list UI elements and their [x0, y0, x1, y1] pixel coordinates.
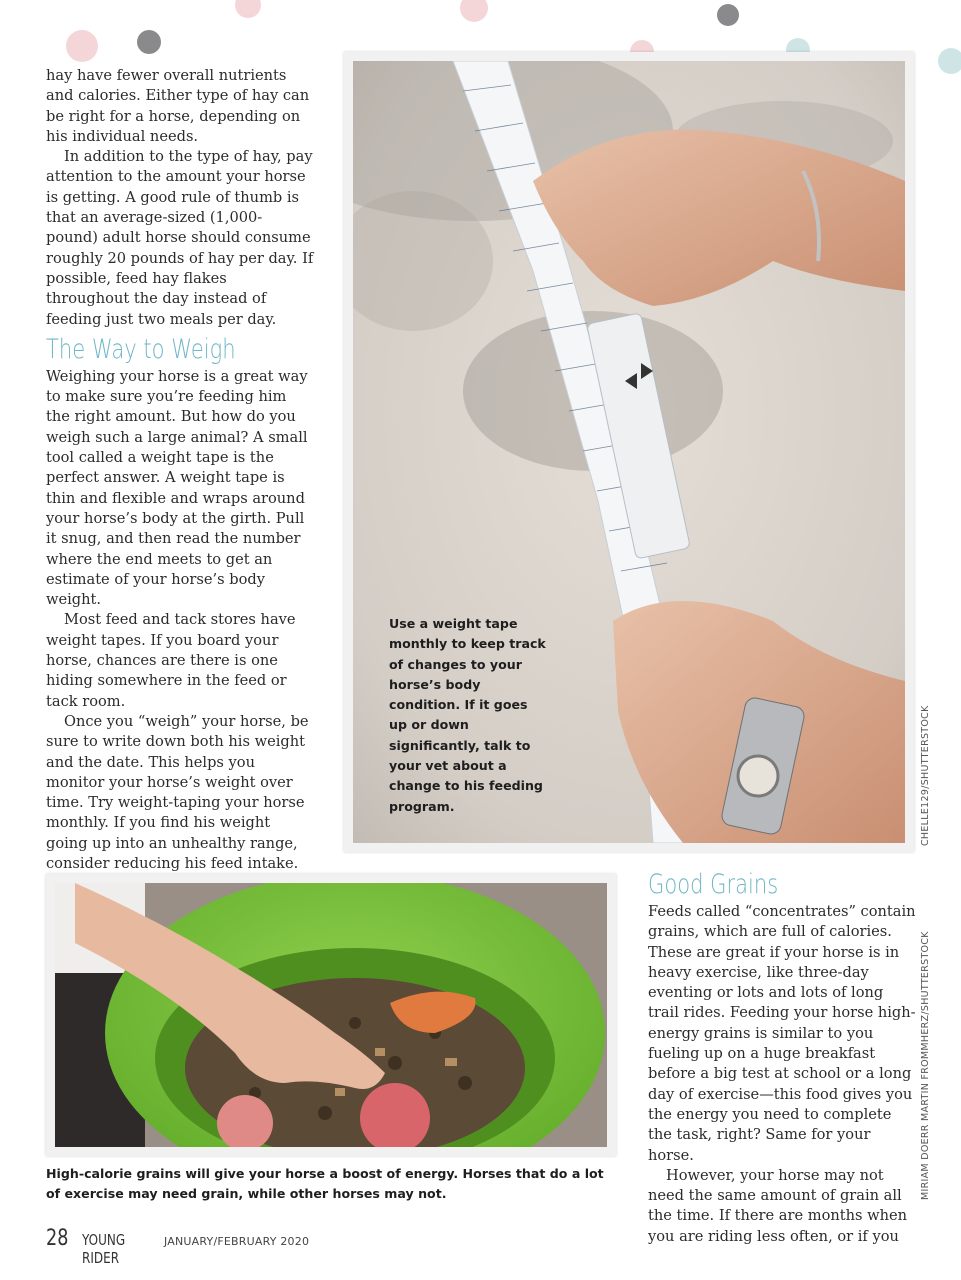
decor-dot	[235, 0, 261, 18]
body-paragraph: Most feed and tack stores have weight tapes. If you board your horse, chances are there is one hiding somewhere in the feed or tack room.	[46, 611, 296, 710]
magazine-name: YOUNG RIDER	[82, 1231, 126, 1267]
section-heading-weigh: The Way to Weigh	[46, 333, 236, 365]
section-heading-grains: Good Grains	[648, 869, 779, 900]
decor-dot	[137, 30, 161, 54]
right-column	[648, 868, 916, 1247]
body-paragraph: Weighing your horse is a great way to make sure you’re feeding him the right amount. But how do you weigh such a large animal? A small tool called a weight tape is the perfect answer. A weight tape is thin and flexible and wraps around your horse’s body at the girth. Pull it snug, and then read the number where the end meets to get an estimate of your horse’s body weight.	[46, 367, 308, 609]
body-paragraph: However, your horse may not need the same amount of grain all the time. If there are months when you are riding less often, or if you	[648, 1166, 908, 1245]
body-paragraph: Once you “weigh” your horse, be sure to write down both his weight and the date. This helps you monitor your horse’s weight over time. Try weight-taping your horse monthly. If you find his weight going up into an unhealthy range, consider reducing his feed intake.	[46, 712, 309, 872]
weight-tape-caption: Use a weight tape monthly to keep track of changes to your horse’s body condition. If it goes up or down significantly, talk to your vet about a change to his feeding program.	[389, 616, 546, 814]
page-footer	[46, 1226, 310, 1267]
grain-bucket-illustration	[55, 883, 607, 1147]
photo-credit-bottom: MIRIAM DOERR MARTIN FROMMHERZ/SHUTTERSTOCK	[920, 931, 931, 1200]
weight-tape-photo	[353, 61, 905, 843]
photo-credit-top: CHELLE129/SHUTTERSTOCK	[920, 705, 931, 846]
body-paragraph: In addition to the type of hay, pay attention to the amount your horse is getting. A good rule of thumb is that an average-sized (1,000-pound) adult horse should consume roughly 20 pounds of hay per day. If possible, feed hay flakes throughout the day instead of feeding just two meals per day.	[46, 148, 314, 328]
decor-dot	[717, 4, 739, 26]
body-paragraph: Feeds called “concentrates” contain grains, which are full of calories. These are great if your horse is in heavy exercise, like three-day eventing or lots and lots of long trail rides. Feeding your horse high-energy grains is similar to you fueling up on a huge breakfast before a big test at school or a long day of exercise—this food gives you the energy you need to complete the task, right? Same for your horse.	[648, 903, 916, 1164]
decor-dot	[938, 48, 961, 74]
decor-dot	[460, 0, 488, 22]
grain-bucket-photo	[55, 883, 607, 1147]
grain-caption: High-calorie grains will give your horse a boost of energy. Horses that do a lot of exercise may need grain, while other horses may not.	[46, 1166, 604, 1202]
decor-dot	[66, 30, 98, 62]
issue-date: JANUARY/FEBRUARY 2020	[164, 1235, 310, 1248]
body-paragraph: hay have fewer overall nutrients and calories. Either type of hay can be right for a horse, depending on his individual needs.	[46, 67, 310, 145]
left-column	[46, 66, 314, 935]
page-number: 28	[46, 1226, 69, 1251]
